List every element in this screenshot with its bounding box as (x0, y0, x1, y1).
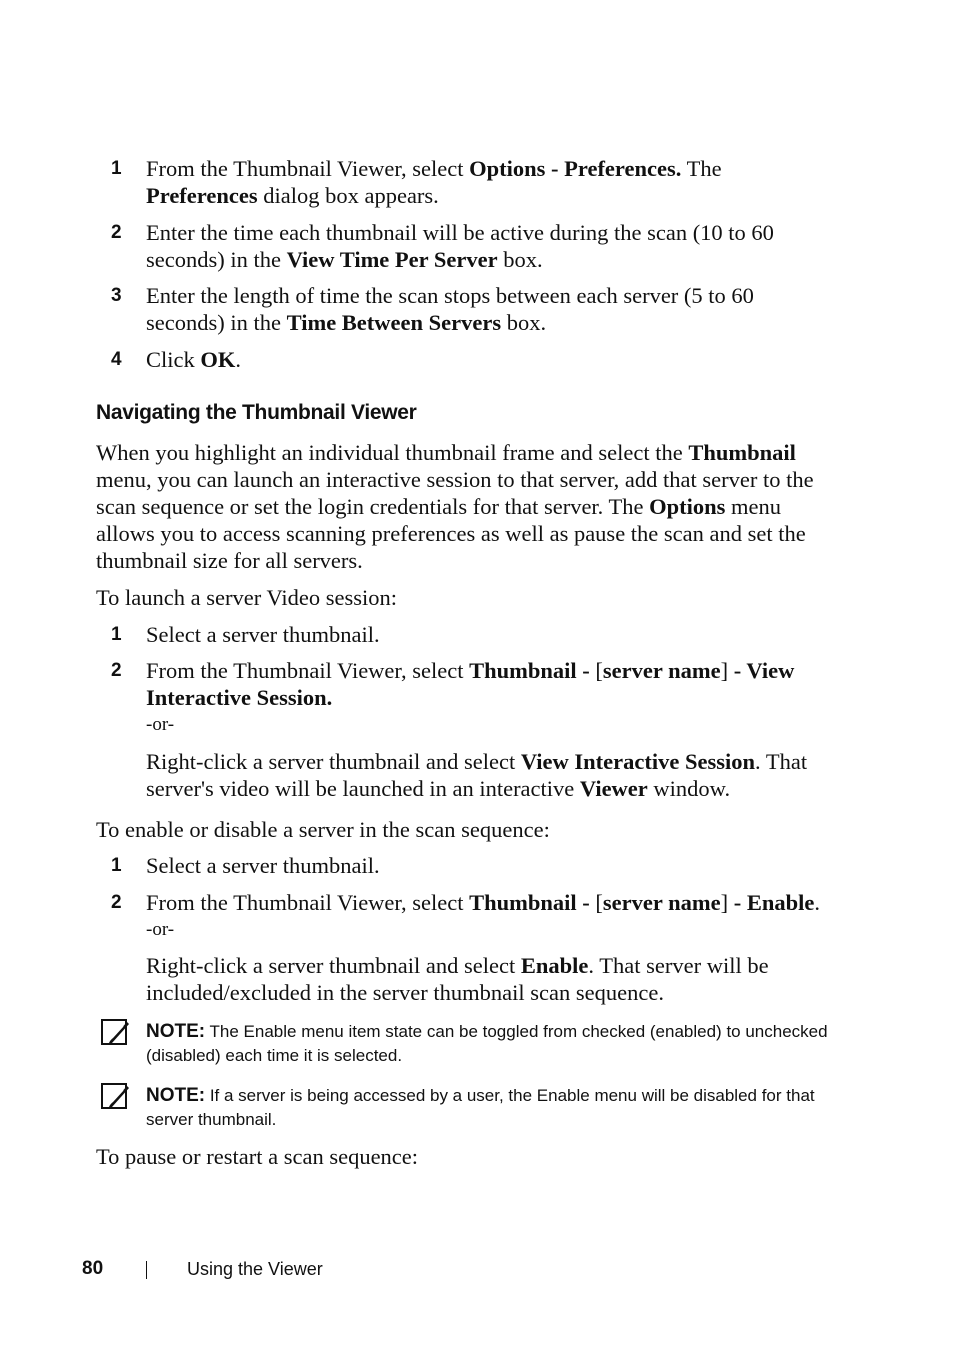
note: NOTE: The Enable menu item state can be toggled from checked (enabled) to unchecked (disabled) each time it is selected. (146, 1021, 828, 1065)
step-text: From the Thumbnail Viewer, select Thumbnail - [server name] - Enable. (146, 890, 820, 915)
enable-intro: To enable or disable a server in the scan sequence: (96, 817, 550, 842)
pause-intro: To pause or restart a scan sequence: (96, 1144, 419, 1169)
step-number: 2 (111, 222, 122, 243)
intro-paragraph: When you highlight an individual thumbnail frame and select the Thumbnail menu, you can launch an interactive session to that server, add that server to the scan sequence or set the login credentials for that server. The Options menu allows you to access scanning preferences as well as pause the scan and set the thumbnail size for all servers. (96, 440, 814, 573)
footer-divider (146, 1261, 147, 1279)
step-text: From the Thumbnail Viewer, select Thumbnail - [server name] - View Interactive Session. (146, 658, 795, 710)
step-number: 2 (111, 892, 122, 913)
step-text: Select a server thumbnail. (146, 853, 380, 878)
step-number: 1 (111, 624, 122, 645)
note-pencil-icon (101, 1019, 131, 1047)
step-number: 2 (111, 660, 122, 681)
step-text: Click OK. (146, 347, 242, 372)
step-text: Select a server thumbnail. (146, 622, 380, 647)
note: NOTE: If a server is being accessed by a user, the Enable menu will be disabled for that server thumbnail. (146, 1085, 815, 1129)
step-number: 3 (111, 285, 122, 306)
or-separator: -or- (146, 714, 175, 735)
or-separator: -or- (146, 919, 175, 940)
note-label: NOTE: (146, 1021, 206, 1042)
step-number: 1 (111, 158, 122, 179)
step-text: Enter the length of time the scan stops between each server (5 to 60 seconds) in the Time Between Servers box. (146, 283, 754, 335)
page-number: 80 (82, 1258, 104, 1279)
alt-instruction: Right-click a server thumbnail and select Enable. That server will be included/excluded in the server thumbnail scan sequence. (146, 953, 769, 1005)
note-pencil-icon (101, 1083, 131, 1111)
section-heading: Navigating the Thumbnail Viewer (96, 401, 417, 424)
step-text: From the Thumbnail Viewer, select Options - Preferences. The Preferences dialog box appears. (146, 156, 722, 208)
step-text: Enter the time each thumbnail will be active during the scan (10 to 60 seconds) in the View Time Per Server box. (146, 220, 774, 272)
footer-section-title: Using the Viewer (187, 1259, 323, 1279)
launch-intro: To launch a server Video session: (96, 585, 397, 610)
step-number: 4 (111, 349, 122, 370)
alt-instruction: Right-click a server thumbnail and select View Interactive Session. That server's video will be launched in an interactive Viewer window. (146, 749, 808, 801)
step-number: 1 (111, 855, 122, 876)
note-label: NOTE: (146, 1085, 206, 1106)
